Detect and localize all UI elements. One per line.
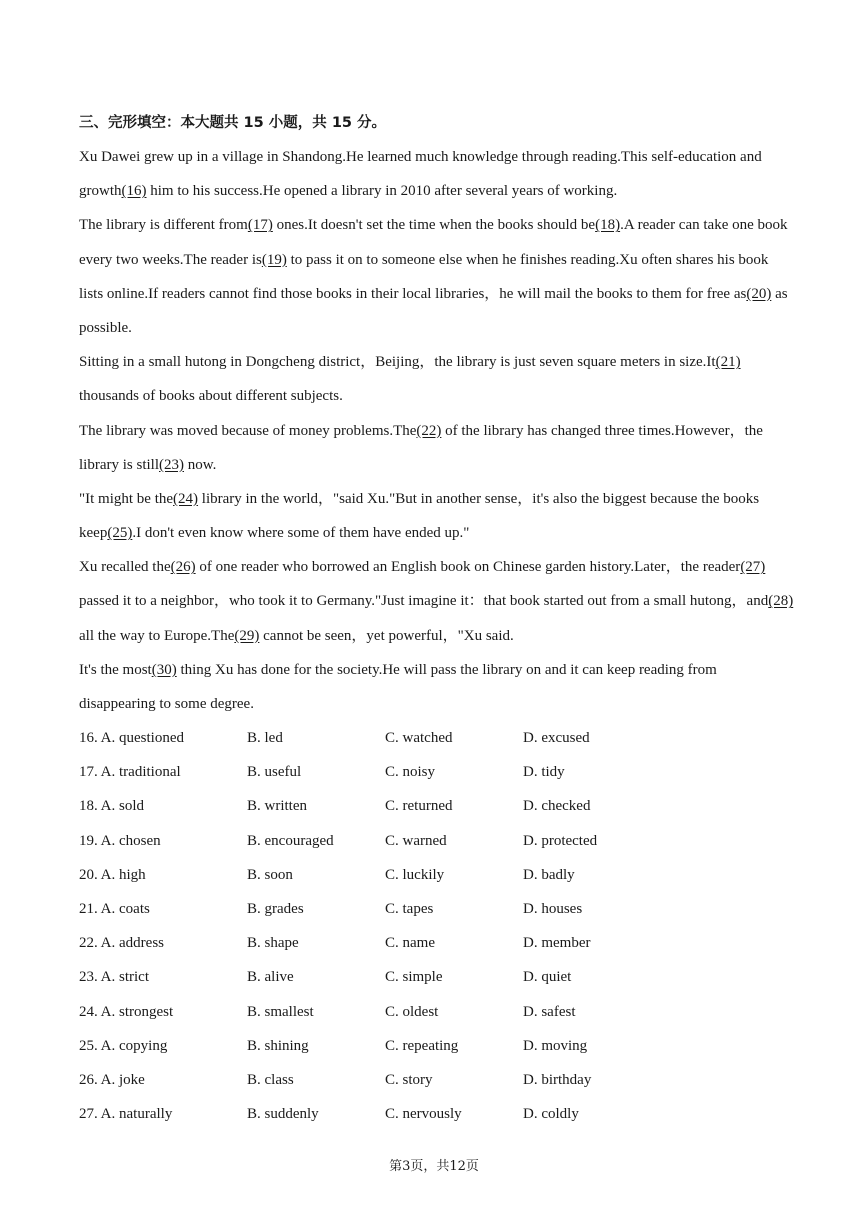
passage-text: The library was moved because of money problems.The — [79, 422, 417, 439]
option-b: B. class — [247, 1071, 294, 1088]
option-a: 24. A. strongest — [79, 1003, 174, 1020]
passage-line — [79, 656, 795, 690]
option-a: 19. A. chosen — [79, 832, 161, 849]
passage-line — [79, 280, 795, 314]
passage-line — [79, 587, 795, 621]
passage-text: now. — [184, 456, 217, 473]
passage-line — [79, 211, 795, 245]
passage-text: Xu Dawei grew up in a village in Shandong.He learned much knowledge through reading.This self-education and — [79, 149, 762, 165]
option-a: 18. A. sold — [79, 798, 145, 815]
blank-number: (19) — [261, 251, 287, 268]
option-a: 21. A. coats — [79, 900, 150, 917]
question-options-row — [79, 827, 779, 861]
passage-line — [79, 143, 795, 177]
blank-number: (27) — [740, 559, 766, 576]
passage-line — [79, 451, 795, 485]
option-c: C. repeating — [385, 1037, 459, 1054]
option-a: 27. A. naturally — [79, 1106, 173, 1123]
option-d: D. safest — [523, 1003, 576, 1020]
passage-text: thousands of books about different subjects. — [79, 388, 343, 405]
option-b: B. shape — [247, 935, 299, 952]
option-d: D. tidy — [523, 764, 565, 781]
passage-text: .A reader can take one book — [620, 217, 788, 234]
option-b: B. useful — [247, 764, 302, 781]
blank-number: (21) — [715, 354, 741, 371]
option-a: 25. A. copying — [79, 1037, 168, 1054]
passage-text: It's the most — [79, 661, 152, 678]
passage-line — [79, 622, 795, 656]
blank-number: (25) — [107, 525, 133, 542]
option-a: 26. A. joke — [79, 1071, 145, 1088]
passage-line — [79, 314, 795, 348]
passage-text: "It might be the — [79, 490, 174, 507]
option-a: 20. A. high — [79, 866, 146, 883]
passage-text: of the library has changed three times.However，the — [441, 422, 763, 439]
option-a: 22. A. address — [79, 935, 164, 952]
option-c: C. simple — [385, 969, 443, 986]
option-d: D. checked — [523, 798, 591, 815]
option-c: C. noisy — [385, 764, 436, 781]
passage-text: Xu recalled the — [79, 559, 171, 576]
passage-text: ones.It doesn't set the time when the books should be — [272, 217, 596, 234]
option-b: B. soon — [247, 866, 293, 883]
option-b: B. grades — [247, 900, 304, 917]
option-c: C. oldest — [385, 1003, 439, 1020]
passage-text: possible. — [79, 319, 132, 336]
option-c: C. story — [385, 1071, 433, 1088]
question-options-row — [79, 861, 779, 895]
cloze-passage — [79, 143, 795, 724]
passage-text: lists online.If readers cannot find those books in their local libraries，he will mail the books to them for free as — [79, 285, 747, 302]
blank-number: (22) — [416, 422, 442, 439]
passage-text: every two weeks.The reader is — [79, 251, 262, 268]
question-options-row — [79, 963, 779, 997]
option-d: D. quiet — [523, 969, 572, 986]
passage-line — [79, 177, 795, 211]
option-c: C. warned — [385, 832, 447, 849]
blank-number: (23) — [159, 456, 184, 473]
question-options-row — [79, 895, 779, 929]
passage-text: of one reader who borrowed an English book on Chinese garden history.Later，the reader — [195, 559, 741, 576]
blank-number: (24) — [173, 490, 199, 507]
option-c: C. returned — [385, 798, 453, 815]
passage-text: passed it to a neighbor，who took it to Germany."Just imagine it：that book started out from a small hutong，and — [79, 593, 769, 610]
passage-line — [79, 485, 795, 519]
section-title: 三、完形填空：本大题共 15 小题，共 15 分。 — [79, 115, 387, 131]
option-b: B. smallest — [247, 1003, 314, 1020]
option-b: B. shining — [247, 1037, 309, 1054]
option-a: 16. A. questioned — [79, 730, 184, 746]
question-options-row — [79, 724, 779, 758]
question-options-row — [79, 1100, 779, 1134]
blank-number: (26) — [170, 559, 196, 576]
option-d: D. protected — [523, 832, 598, 849]
passage-text: to pass it on to someone else when he finishes reading.Xu often shares his book — [286, 251, 769, 268]
passage-line — [79, 417, 795, 451]
question-options-row — [79, 1066, 779, 1100]
passage-line — [79, 519, 795, 553]
question-options-row — [79, 1032, 779, 1066]
option-d: D. moving — [523, 1037, 588, 1054]
passage-line — [79, 348, 795, 382]
passage-text: library in the world，"said Xu."But in another sense，it's also the biggest because the books — [198, 490, 760, 507]
blank-number: (16) — [121, 183, 147, 200]
blank-number: (28) — [768, 593, 794, 610]
passage-text: cannot be seen，yet powerful，"Xu said. — [259, 627, 514, 644]
option-d: D. member — [523, 935, 591, 952]
passage-text: keep — [79, 525, 108, 542]
passage-text: library is still — [79, 456, 159, 473]
question-options-row — [79, 792, 779, 826]
option-d: D. coldly — [523, 1106, 579, 1123]
option-a: 17. A. traditional — [79, 764, 181, 781]
option-c: C. tapes — [385, 900, 434, 917]
passage-line — [79, 553, 795, 587]
passage-line — [79, 382, 795, 416]
question-options-row — [79, 998, 779, 1032]
option-c: C. nervously — [385, 1106, 462, 1123]
option-b: B. written — [247, 798, 307, 815]
option-d: D. excused — [523, 730, 590, 746]
passage-text: The library is different from — [79, 217, 248, 234]
question-options-row — [79, 758, 779, 792]
blank-number: (29) — [234, 627, 260, 644]
blank-number: (30) — [151, 661, 177, 678]
passage-text: growth — [79, 183, 122, 200]
option-d: D. houses — [523, 900, 583, 917]
option-b: B. suddenly — [247, 1106, 319, 1123]
passage-line — [79, 690, 795, 724]
answer-options — [79, 724, 779, 1134]
option-c: C. watched — [385, 730, 453, 746]
option-c: C. name — [385, 935, 435, 952]
passage-text: all the way to Europe.The — [79, 627, 235, 644]
option-d: D. badly — [523, 866, 575, 883]
option-a: 23. A. strict — [79, 969, 149, 986]
passage-text: him to his success.He opened a library in 2010 after several years of working. — [146, 183, 618, 200]
page-footer: 第3页，共12页 — [389, 1159, 479, 1174]
passage-text: as — [771, 285, 788, 302]
blank-number: (20) — [746, 285, 772, 302]
blank-number: (17) — [247, 217, 273, 234]
option-c: C. luckily — [385, 866, 445, 883]
question-options-row — [79, 929, 779, 963]
passage-text: disappearing to some degree. — [79, 696, 254, 712]
blank-number: (18) — [595, 217, 621, 234]
passage-line — [79, 246, 795, 280]
passage-text: .I don't even know where some of them have ended up." — [132, 525, 470, 542]
option-d: D. birthday — [523, 1071, 592, 1088]
option-b: B. alive — [247, 969, 294, 986]
option-b: B. led — [247, 730, 283, 746]
passage-text: Sitting in a small hutong in Dongcheng district，Beijing，the library is just seven square meters in size.It — [79, 354, 716, 371]
option-b: B. encouraged — [247, 832, 334, 849]
passage-text: thing Xu has done for the society.He will pass the library on and it can keep reading from — [176, 661, 717, 678]
